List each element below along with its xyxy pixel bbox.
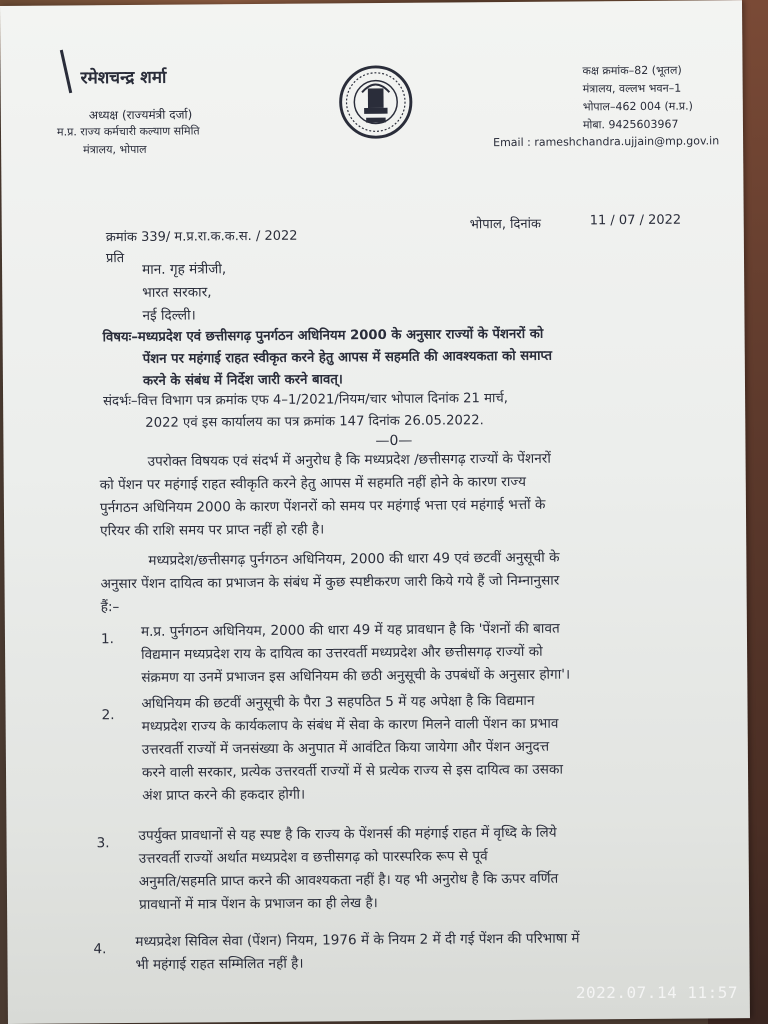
subject-block [103, 324, 553, 394]
reference-line: संदर्भः–वित्त विभाग पत्र क्रमांक एफ 4–1/2021/नियम/चार भोपाल दिनांक 21 मार्च, [103, 391, 509, 410]
subject-line: पेंशन पर महंगाई राहत स्वीकृत करने हेतु आपस में सहमति की आवश्यकता को समाप्त [142, 348, 553, 367]
paragraph-line: एरियर की राशि समय पर प्राप्त नहीं हो रही है। [100, 521, 325, 540]
place-date-label: भोपाल, दिनांक [469, 216, 541, 233]
addressee-line: नई दिल्ली। [142, 307, 196, 324]
photo-timestamp: 2022.07.14 11:57 [575, 983, 738, 1002]
reference-block [103, 388, 508, 435]
prati-label: प्रति [105, 251, 125, 267]
point-line: अंश प्राप्त करने की हकदार होगी। [142, 786, 306, 804]
point-line: मध्यप्रदेश राज्य के कार्यकलाप के संबंध में सेवा के कारण मिलने वाली पेंशन का प्रभाव [141, 715, 559, 735]
state-emblem-icon [336, 63, 415, 142]
point-line: भी महंगाई राहत सम्मिलित नहीं है। [135, 955, 304, 973]
letter-number: क्रमांक 339/ म.प्र.रा.क.क.स. / 2022 [105, 228, 298, 246]
point-1 [141, 618, 570, 690]
point-line: उत्तरवर्ती राज्यों अर्थात मध्यप्रदेश व छत्तीसगढ़ को पारस्परिक रूप से पूर्व [138, 848, 488, 867]
paragraph-line: पुर्नगठन अधिनियम 2000 के कारण पेंशनरों को समय पर महंगाई भत्ता एवं महंगाई भत्तों के [99, 496, 546, 517]
building: मंत्रालय, वल्लभ भवन–1 [582, 81, 682, 96]
point-line: उपर्युक्त प्रावधानों से यह स्पष्ट है कि राज्य के पेंशनर्स की महंगाई राहत में वृध्दि के लिये [138, 824, 557, 844]
paragraph-line: हैं:– [100, 599, 120, 616]
pincode: भोपाल–462 004 (म.प्र.) [582, 99, 693, 114]
point-line: विद्यमान मध्यप्रदेश राय के दायित्व का उत्तरवर्ती मध्यप्रदेश और छत्तीसगढ़ राज्यों को [141, 643, 543, 663]
point-line: संक्रमण या उनमें प्रभाजन इस अधिनियम की छठी अनुसूची के उपबंधों के अनुसार होगा'। [141, 666, 571, 686]
point-number: 3. [96, 835, 110, 852]
divider-mark: —0— [375, 432, 413, 450]
point-number: 1. [100, 631, 115, 648]
subject-line: विषयः–मध्यप्रदेश एवं छत्तीसगढ़ पुनर्गठन अधिनियम 2000 के अनुसार राज्यों के पेंशनरों को [102, 326, 544, 346]
paragraph-2 [100, 547, 560, 620]
sender-designation: अध्यक्ष (राज्यमंत्री दर्जा) [88, 107, 193, 123]
paragraph-line: उपरोक्त विषयक एवं संदर्भ में अनुरोध है कि मध्यप्रदेश /छत्तीसगढ़ राज्यों के पेंशनरों [147, 450, 551, 470]
pen-mark [60, 50, 72, 94]
point-3 [138, 822, 558, 917]
sender-name: रमेशचन्द्र शर्मा [80, 67, 167, 89]
point-line: मध्यप्रदेश सिविल सेवा (पेंशन) नियम, 1976 में के नियम 2 में दी गई पेंशन की परिभाषा में [135, 930, 580, 950]
room-no: कक्ष क्रमांक–82 (भूतल) [582, 63, 682, 78]
point-2 [141, 690, 563, 808]
point-number: 2. [101, 707, 115, 724]
point-line: उत्तरवर्ती राज्यों में जनसंख्या के अनुपात में आवंटित किया जायेगा और पेंशन अनुदत्त [141, 738, 550, 758]
point-line: अनुमति/सहमति प्राप्त करने की आवश्यकता नहीं है। यह भी अनुरोध है कि ऊपर वर्णित [138, 870, 559, 890]
sender-place: मंत्रालय, भोपाल [83, 142, 147, 157]
sender-org: म.प्र. राज्य कर्मचारी कल्याण समिति [56, 124, 200, 139]
point-4 [135, 927, 580, 976]
letter-date: 11 / 07 / 2022 [589, 212, 682, 229]
email-address: Email : rameshchandra.ujjain@mp.gov.in [493, 134, 720, 150]
addressee-line: भारत सरकार, [142, 284, 212, 301]
addressee-line: मान. गृह मंत्रीजी, [142, 261, 227, 278]
point-number: 4. [93, 941, 107, 958]
point-line: म.प्र. पुर्नगठन अधिनियम, 2000 की धारा 49 में यह प्रावधान है कि 'पेंशनों की बावत [140, 620, 560, 640]
mobile-no: मोबा. 9425603967 [582, 117, 679, 132]
paragraph-1 [99, 448, 551, 544]
point-line: करने वाली सरकार, प्रत्येक उत्तरवर्ती राज्यों में से प्रत्येक राज्य से इस दायित्व का उसका [141, 761, 563, 781]
point-line: अधिनियम की छटवीं अनुसूची के पैरा 3 सहपठित 5 में यह अपेक्षा है कि विद्यमान [141, 692, 535, 712]
point-line: प्रावधानों में मात्र पेंशन के प्रभाजन का ही लेख है। [139, 895, 378, 913]
paragraph-line: अनुसार पेंशन दायित्व का प्रभाजन के संबंध में कुछ स्पष्टीकरण जारी किये गये हैं जो निम्नानुसार [100, 572, 560, 593]
subject-line: करने के संबंध में निर्देश जारी करने बावत्। [142, 372, 343, 389]
paragraph-line: को पेंशन पर महंगाई राहत स्वीकृति करने हेतु आपस में सहमति नहीं होने के कारण राज्य [99, 473, 527, 494]
reference-line: 2022 एवं इस कार्यालय का पत्र क्रमांक 147 दिनांक 26.05.2022. [145, 413, 484, 431]
paragraph-line: मध्यप्रदेश/छत्तीसगढ़ पुर्नगठन अधिनियम, 2000 की धारा 49 एवं छटवीं अनुसूची के [148, 549, 560, 569]
addressee-block [142, 258, 227, 328]
